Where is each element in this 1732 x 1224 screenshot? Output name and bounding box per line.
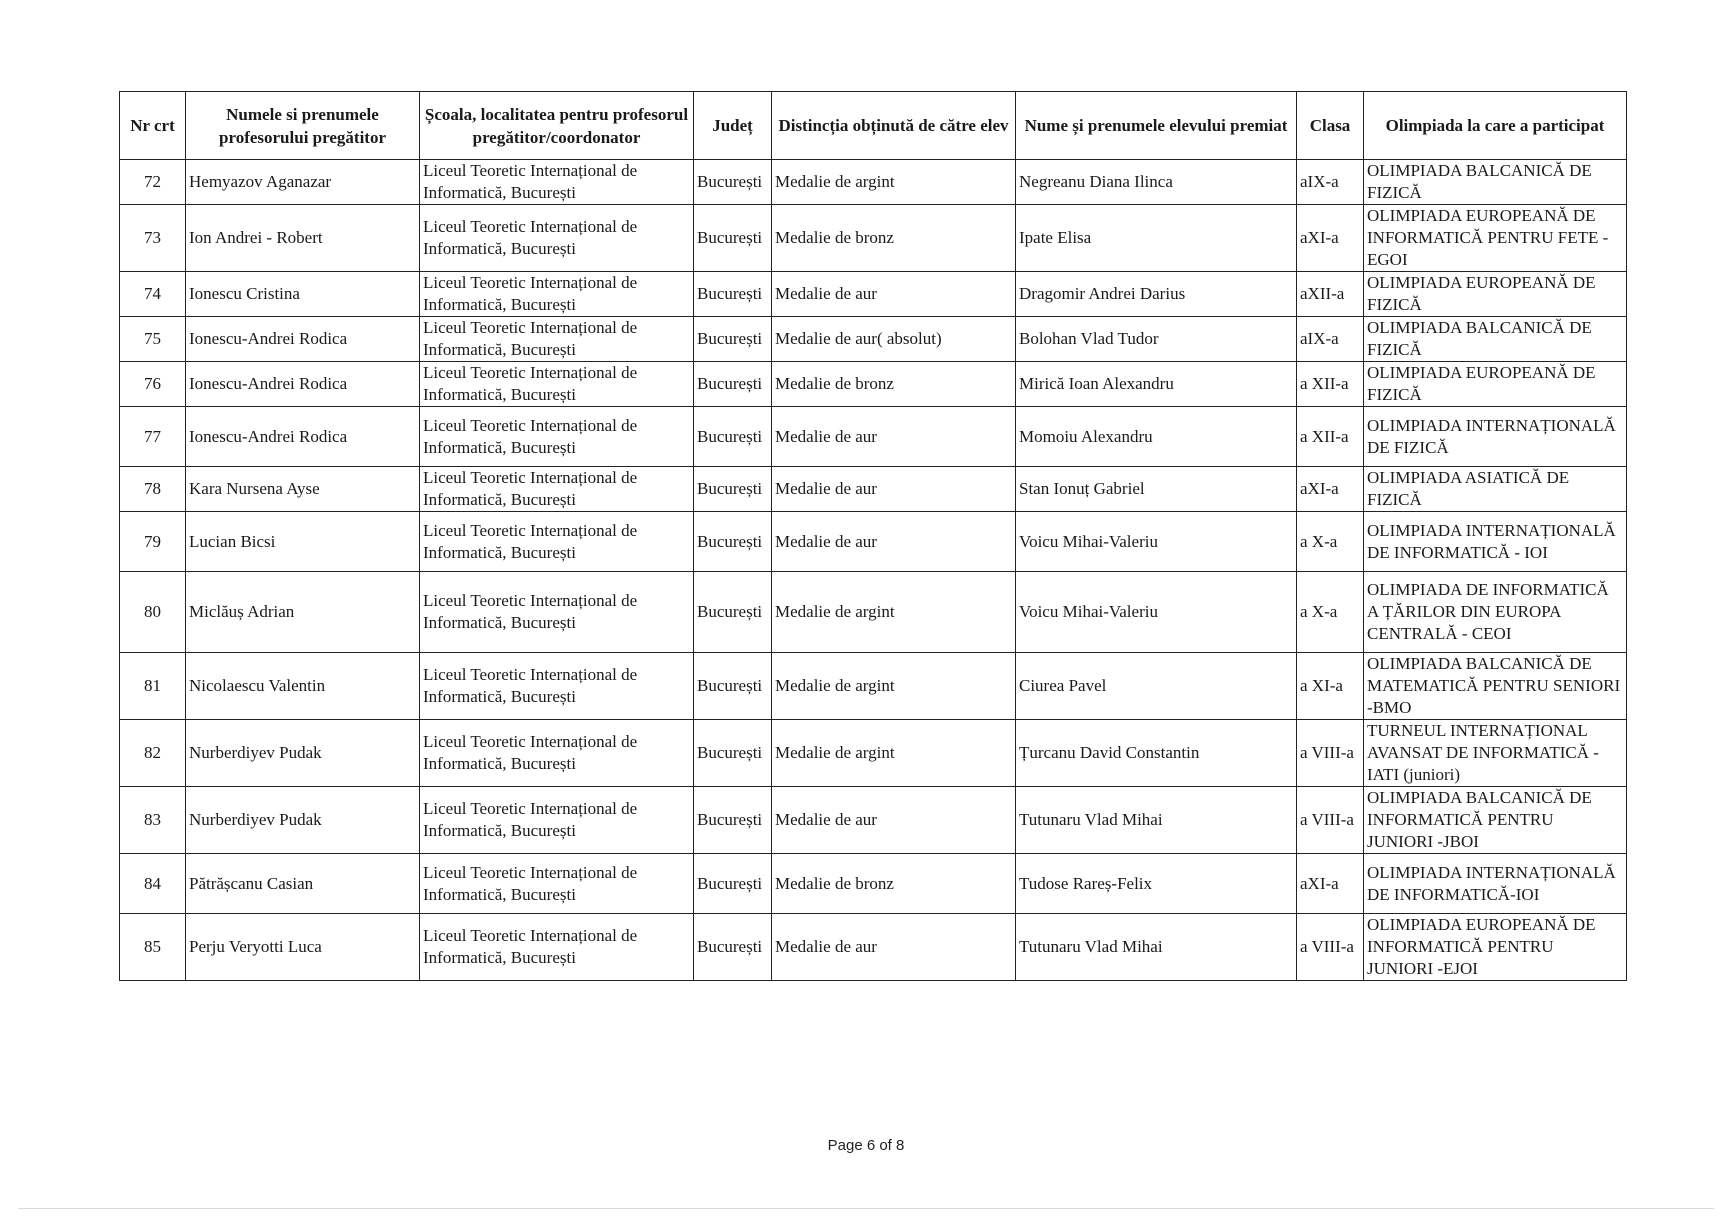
cell-nr: 82 (120, 720, 186, 787)
cell-nr: 78 (120, 467, 186, 512)
header-school: Școala, localitatea pentru profesorul pregătitor/coordonator (420, 92, 694, 160)
cell-school: Liceul Teoretic Internațional de Informatică, București (420, 467, 694, 512)
cell-county: București (694, 160, 772, 205)
cell-distinction: Medalie de aur (772, 467, 1016, 512)
cell-nr: 79 (120, 512, 186, 572)
table-row (120, 720, 1627, 787)
cell-student: Bolohan Vlad Tudor (1016, 317, 1297, 362)
cell-student: Mirică Ioan Alexandru (1016, 362, 1297, 407)
table-row (120, 467, 1627, 512)
cell-teacher: Miclăuș Adrian (186, 572, 420, 653)
table-row (120, 362, 1627, 407)
cell-teacher: Ionescu Cristina (186, 272, 420, 317)
cell-class: aXII-a (1297, 272, 1364, 317)
cell-olympiad: OLIMPIADA BALCANICĂ DE INFORMATICĂ PENTRU JUNIORI -JBOI (1364, 787, 1627, 854)
cell-teacher: Pătrășcanu Casian (186, 854, 420, 914)
cell-school: Liceul Teoretic Internațional de Informatică, București (420, 362, 694, 407)
cell-distinction: Medalie de aur( absolut) (772, 317, 1016, 362)
cell-class: a XII-a (1297, 362, 1364, 407)
table-row (120, 653, 1627, 720)
cell-school: Liceul Teoretic Internațional de Informatică, București (420, 407, 694, 467)
cell-distinction: Medalie de argint (772, 720, 1016, 787)
cell-class: a VIII-a (1297, 720, 1364, 787)
cell-class: a X-a (1297, 512, 1364, 572)
cell-teacher: Hemyazov Aganazar (186, 160, 420, 205)
cell-county: București (694, 914, 772, 981)
cell-county: București (694, 512, 772, 572)
cell-nr: 76 (120, 362, 186, 407)
cell-distinction: Medalie de aur (772, 914, 1016, 981)
cell-distinction: Medalie de aur (772, 787, 1016, 854)
cell-class: a XII-a (1297, 407, 1364, 467)
cell-county: București (694, 854, 772, 914)
cell-nr: 81 (120, 653, 186, 720)
scan-edge-divider (18, 1208, 1714, 1209)
cell-school: Liceul Teoretic Internațional de Informatică, București (420, 914, 694, 981)
cell-school: Liceul Teoretic Internațional de Informatică, București (420, 787, 694, 854)
cell-county: București (694, 362, 772, 407)
table-header-row (120, 92, 1627, 160)
table-row (120, 407, 1627, 467)
cell-teacher: Ionescu-Andrei Rodica (186, 317, 420, 362)
cell-olympiad: OLIMPIADA INTERNAȚIONALĂ DE FIZICĂ (1364, 407, 1627, 467)
cell-county: București (694, 720, 772, 787)
cell-student: Voicu Mihai-Valeriu (1016, 572, 1297, 653)
header-teacher: Numele si prenumele profesorului pregătitor (186, 92, 420, 160)
cell-distinction: Medalie de bronz (772, 854, 1016, 914)
cell-class: aXI-a (1297, 205, 1364, 272)
cell-distinction: Medalie de argint (772, 160, 1016, 205)
header-distinction: Distincția obținută de către elev (772, 92, 1016, 160)
cell-olympiad: OLIMPIADA BALCANICĂ DE MATEMATICĂ PENTRU SENIORI -BMO (1364, 653, 1627, 720)
cell-nr: 80 (120, 572, 186, 653)
table-row (120, 160, 1627, 205)
cell-olympiad: TURNEUL INTERNAȚIONAL AVANSAT DE INFORMATICĂ - IATI (juniori) (1364, 720, 1627, 787)
cell-student: Tutunaru Vlad Mihai (1016, 914, 1297, 981)
table-row (120, 787, 1627, 854)
table-row (120, 272, 1627, 317)
cell-student: Stan Ionuț Gabriel (1016, 467, 1297, 512)
cell-teacher: Ionescu-Andrei Rodica (186, 362, 420, 407)
cell-nr: 84 (120, 854, 186, 914)
cell-olympiad: OLIMPIADA BALCANICĂ DE FIZICĂ (1364, 317, 1627, 362)
cell-school: Liceul Teoretic Internațional de Informatică, București (420, 205, 694, 272)
cell-class: a X-a (1297, 572, 1364, 653)
cell-class: a VIII-a (1297, 914, 1364, 981)
cell-distinction: Medalie de aur (772, 407, 1016, 467)
cell-school: Liceul Teoretic Internațional de Informatică, București (420, 317, 694, 362)
cell-school: Liceul Teoretic Internațional de Informatică, București (420, 572, 694, 653)
cell-olympiad: OLIMPIADA BALCANICĂ DE FIZICĂ (1364, 160, 1627, 205)
cell-teacher: Perju Veryotti Luca (186, 914, 420, 981)
cell-county: București (694, 572, 772, 653)
cell-school: Liceul Teoretic Internațional de Informatică, București (420, 512, 694, 572)
header-nr: Nr crt (120, 92, 186, 160)
table-row (120, 854, 1627, 914)
cell-student: Ipate Elisa (1016, 205, 1297, 272)
cell-teacher: Ionescu-Andrei Rodica (186, 407, 420, 467)
cell-olympiad: OLIMPIADA EUROPEANĂ DE FIZICĂ (1364, 362, 1627, 407)
cell-distinction: Medalie de argint (772, 572, 1016, 653)
cell-student: Voicu Mihai-Valeriu (1016, 512, 1297, 572)
cell-county: București (694, 787, 772, 854)
cell-distinction: Medalie de argint (772, 653, 1016, 720)
cell-class: aIX-a (1297, 317, 1364, 362)
table-row (120, 317, 1627, 362)
cell-student: Tudose Rareș-Felix (1016, 854, 1297, 914)
cell-nr: 77 (120, 407, 186, 467)
cell-nr: 75 (120, 317, 186, 362)
cell-olympiad: OLIMPIADA INTERNAȚIONALĂ DE INFORMATICĂ-IOI (1364, 854, 1627, 914)
cell-teacher: Nurberdiyev Pudak (186, 787, 420, 854)
header-olympiad: Olimpiada la care a participat (1364, 92, 1627, 160)
document-page (119, 91, 1626, 981)
cell-nr: 73 (120, 205, 186, 272)
cell-olympiad: OLIMPIADA EUROPEANĂ DE FIZICĂ (1364, 272, 1627, 317)
cell-teacher: Lucian Bicsi (186, 512, 420, 572)
cell-county: București (694, 467, 772, 512)
cell-county: București (694, 205, 772, 272)
cell-school: Liceul Teoretic Internațional de Informatică, București (420, 854, 694, 914)
table-row (120, 572, 1627, 653)
cell-school: Liceul Teoretic Internațional de Informatică, București (420, 653, 694, 720)
cell-nr: 72 (120, 160, 186, 205)
cell-student: Ciurea Pavel (1016, 653, 1297, 720)
cell-student: Momoiu Alexandru (1016, 407, 1297, 467)
cell-class: aXI-a (1297, 467, 1364, 512)
cell-county: București (694, 317, 772, 362)
cell-teacher: Nurberdiyev Pudak (186, 720, 420, 787)
cell-county: București (694, 407, 772, 467)
cell-teacher: Kara Nursena Ayse (186, 467, 420, 512)
cell-student: Negreanu Diana Ilinca (1016, 160, 1297, 205)
cell-student: Tutunaru Vlad Mihai (1016, 787, 1297, 854)
cell-school: Liceul Teoretic Internațional de Informatică, București (420, 272, 694, 317)
cell-distinction: Medalie de aur (772, 512, 1016, 572)
cell-distinction: Medalie de aur (772, 272, 1016, 317)
cell-class: aXI-a (1297, 854, 1364, 914)
cell-nr: 85 (120, 914, 186, 981)
cell-olympiad: OLIMPIADA ASIATICĂ DE FIZICĂ (1364, 467, 1627, 512)
cell-olympiad: OLIMPIADA INTERNAȚIONALĂ DE INFORMATICĂ - IOI (1364, 512, 1627, 572)
cell-olympiad: OLIMPIADA EUROPEANĂ DE INFORMATICĂ PENTRU JUNIORI -EJOI (1364, 914, 1627, 981)
cell-school: Liceul Teoretic Internațional de Informatică, București (420, 160, 694, 205)
cell-nr: 83 (120, 787, 186, 854)
header-class: Clasa (1297, 92, 1364, 160)
cell-teacher: Nicolaescu Valentin (186, 653, 420, 720)
table-row (120, 205, 1627, 272)
cell-student: Țurcanu David Constantin (1016, 720, 1297, 787)
cell-student: Dragomir Andrei Darius (1016, 272, 1297, 317)
cell-class: a VIII-a (1297, 787, 1364, 854)
table-body (120, 160, 1627, 981)
header-student: Nume și prenumele elevului premiat (1016, 92, 1297, 160)
awards-table (119, 91, 1627, 981)
cell-class: a XI-a (1297, 653, 1364, 720)
page-number: Page 6 of 8 (827, 1137, 905, 1154)
cell-class: aIX-a (1297, 160, 1364, 205)
cell-nr: 74 (120, 272, 186, 317)
cell-olympiad: OLIMPIADA DE INFORMATICĂ A ȚĂRILOR DIN EUROPA CENTRALĂ - CEOI (1364, 572, 1627, 653)
cell-county: București (694, 653, 772, 720)
cell-distinction: Medalie de bronz (772, 362, 1016, 407)
cell-olympiad: OLIMPIADA EUROPEANĂ DE INFORMATICĂ PENTRU FETE -EGOI (1364, 205, 1627, 272)
cell-county: București (694, 272, 772, 317)
cell-school: Liceul Teoretic Internațional de Informatică, București (420, 720, 694, 787)
header-county: Județ (694, 92, 772, 160)
cell-teacher: Ion Andrei - Robert (186, 205, 420, 272)
table-row (120, 914, 1627, 981)
cell-distinction: Medalie de bronz (772, 205, 1016, 272)
table-row (120, 512, 1627, 572)
